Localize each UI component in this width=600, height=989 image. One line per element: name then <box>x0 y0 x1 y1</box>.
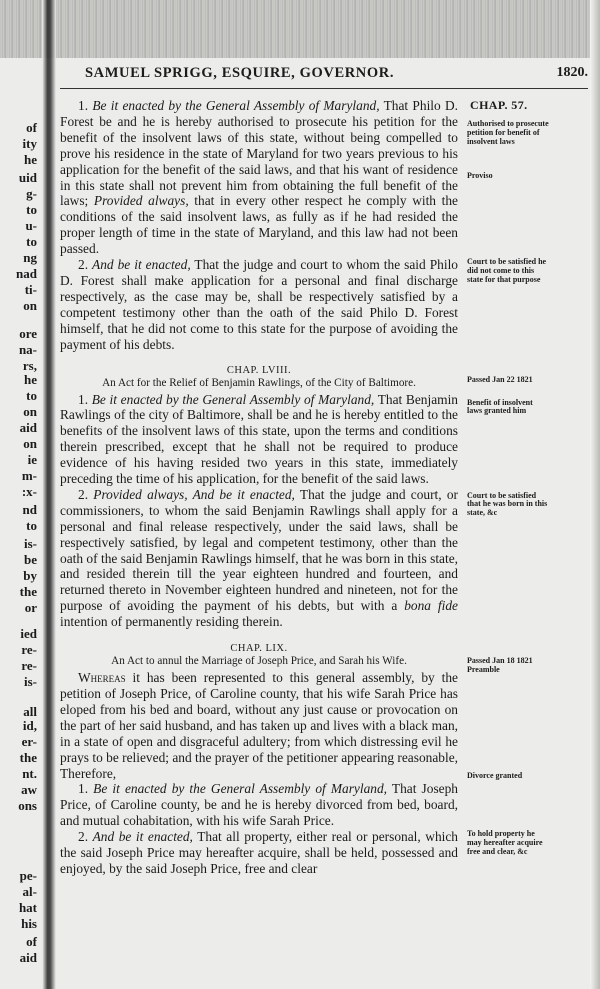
facing-page-word: his <box>21 916 37 931</box>
facing-page-word: is- <box>24 674 37 689</box>
chapter-57-body <box>60 98 458 353</box>
facing-page-word: nad <box>16 266 37 281</box>
facing-page-word: the <box>19 584 37 599</box>
note-property: To hold property he may hereafter acquire free and clear, &c <box>467 829 543 856</box>
facing-page-word: :x- <box>21 484 37 499</box>
facing-page-word: to <box>26 234 37 249</box>
facing-page-word: re- <box>21 658 37 673</box>
facing-page-word: m- <box>21 468 37 483</box>
chapter-59-heading: An Act to annul the Marriage of Joseph Price, and Sarah his Wife. <box>111 655 407 668</box>
page-edge <box>590 0 600 989</box>
chapter-59-section-2: 2. And be it enacted, That all property, either real or personal, which the said Joseph Price may hereafter acquire, shall be held, possessed and enjoyed, by the said Joseph Price, free and clear <box>60 829 458 876</box>
chapter-57-label: CHAP. 57. <box>470 98 528 112</box>
note-proviso: Proviso <box>467 171 493 180</box>
note-authorised: Authorised to prosecute petition for benefit of insolvent laws <box>467 119 549 146</box>
facing-page-word: aid <box>19 420 37 435</box>
chapter-58-section-1: 1. Be it enacted by the General Assembly of Maryland, That Benjamin Rawlings of the city of Baltimore, shall be and he is hereby entitled to the benefits of the insolvent laws of this state, upon the terms and conditions therein prescribed, except that he shall not be required to produce evidence of his having resided two years in this state, immediately preceding the time of his application, for the benefit of the said laws. <box>60 391 458 487</box>
chapter-57 <box>60 98 588 353</box>
facing-page-word: on <box>23 436 37 451</box>
note-preamble: Preamble <box>467 665 500 675</box>
facing-page-word: on <box>23 298 37 313</box>
facing-page-word: or <box>24 600 37 615</box>
chapter-58-title: CHAP. LVIII. <box>226 364 292 376</box>
chapter-58 <box>60 364 588 631</box>
note-court-satisfied: Court to be satisfied he did not come to this state for that purpose <box>467 257 547 284</box>
chapter-58-body <box>60 392 458 631</box>
facing-page-word: ity <box>22 136 37 151</box>
note-passed-59: Passed Jan 18 1821 <box>467 656 533 666</box>
facing-page-word: u- <box>25 218 37 233</box>
header-rule <box>60 88 588 89</box>
facing-page-word: nt. <box>22 766 37 781</box>
facing-page-word: pe- <box>19 868 37 883</box>
facing-page-word: aid <box>19 950 37 965</box>
facing-page-word: re- <box>21 642 37 657</box>
facing-page-word: nd <box>22 502 37 517</box>
facing-page-word: aw <box>21 782 37 797</box>
facing-page-word: hat <box>18 900 37 915</box>
facing-page-word: is- <box>24 536 37 551</box>
facing-page-word: to <box>26 388 37 403</box>
facing-page-word: ti- <box>24 282 37 297</box>
note-benefit-granted: Benefit of insolvent laws granted him <box>467 397 533 416</box>
facing-page-word: of <box>26 934 37 949</box>
chapter-58-heading: An Act for the Relief of Benjamin Rawlings, of the City of Baltimore. <box>102 376 416 389</box>
facing-page-word: of <box>26 120 37 135</box>
facing-page-fragment <box>0 0 40 989</box>
facing-page-word: ied <box>20 626 37 641</box>
facing-page-word: rs, <box>22 358 37 373</box>
running-year: 1820. <box>556 65 588 80</box>
facing-page-word: he <box>24 152 37 167</box>
facing-page-word: all <box>23 704 37 719</box>
chapter-57-section-1: 1. Be it enacted by the General Assembly of Maryland, That Philo D. Forest be and he is hereby authorised to prosecute his petition for the benefit of the insolvent laws of this state, without being compelled to prove his residence in the state of Maryland for two years previous to his application for the benefit of the said laws, and that his want of residence in this state shall not prevent him from obtaining the full benefit of the laws; Provided always, that in every other respect he comply with the conditions of the said insolvent laws, as fully as if he had resided the proper length of time in the state of Maryland, and this law had not been passed. <box>60 98 458 257</box>
note-court-born: Court to be satisfied that he was born in this state, &c <box>467 490 548 518</box>
facing-page-word: be <box>24 552 37 567</box>
note-divorce: Divorce granted <box>467 771 523 781</box>
facing-page-word: to <box>26 202 37 217</box>
running-header <box>60 60 588 86</box>
note-passed-58: Passed Jan 22 1821 <box>467 374 533 384</box>
chapter-59-body <box>60 670 458 877</box>
book-gutter <box>42 0 56 989</box>
facing-page-word: ons <box>18 798 37 813</box>
document-page <box>60 60 588 989</box>
facing-page-word: he <box>24 372 37 387</box>
scan-top-edge <box>0 0 600 58</box>
facing-page-word: er- <box>21 734 37 749</box>
chapter-57-section-2: 2. And be it enacted, That the judge and court to whom the said Philo D. Forest shall make application for a personal and final discharge respectively, as the case may be, shall be respectively satisfied by a competent testimony other than the oath of the said Philo D. Forest himself, that he did not come to this state for the purpose of avoiding the payment of his debts. <box>60 257 458 352</box>
chapter-59-preamble: Whereas it has been represented to this general assembly, by the petition of Joseph Price, of Caroline county, that his wife Sarah Price has eloped from his bed and board, without any just cause or provocation on the part of her said husband, and has taken up and lives with a black man, in a state of open and disgraceful adultery; from which distressing evil he prays to be relieved; and the prayer of the petitioner appearing reasonable, Therefore, <box>60 670 458 781</box>
facing-page-word: na- <box>18 342 37 357</box>
chapter-59 <box>60 642 588 877</box>
facing-page-word: the <box>19 750 37 765</box>
facing-page-word: uid <box>18 170 37 185</box>
facing-page-word: id, <box>22 718 37 733</box>
running-title: SAMUEL SPRIGG, ESQUIRE, GOVERNOR. <box>85 65 395 81</box>
chapter-59-title: CHAP. LIX. <box>230 643 288 655</box>
facing-page-word: to <box>26 518 37 533</box>
facing-page-word: ore <box>19 326 37 341</box>
facing-page-word: on <box>23 404 37 419</box>
chapter-58-section-2: 2. Provided always, And be it enacted, That the judge and court, or commissioners, to whom the said Benjamin Rawlings shall apply for a personal and final release respectively, under the said laws, shall be respectively satisfied, by legal and competent testimony, other than the oath of the said Benjamin Rawlings himself, that he was born in this state, and resided therein till the year eighteen hundred and fourteen, and returned thereto in November eighteen hundred and nineteen, not for the purpose of avoiding the payment of his debts, but with a bona fide intention of permanently residing therein. <box>60 486 458 630</box>
facing-page-word: ie <box>27 452 37 467</box>
chapter-59-section-1: 1. Be it enacted by the General Assembly of Maryland, That Joseph Price, of Caroline county, be and he is hereby divorced from bed, board, and mutual cohabitation, with his wife Sarah Price. <box>60 781 459 829</box>
facing-page-word: g- <box>26 186 37 201</box>
facing-page-word: al- <box>22 884 37 899</box>
facing-page-word: ng <box>23 250 37 265</box>
facing-page-word: by <box>23 568 37 583</box>
